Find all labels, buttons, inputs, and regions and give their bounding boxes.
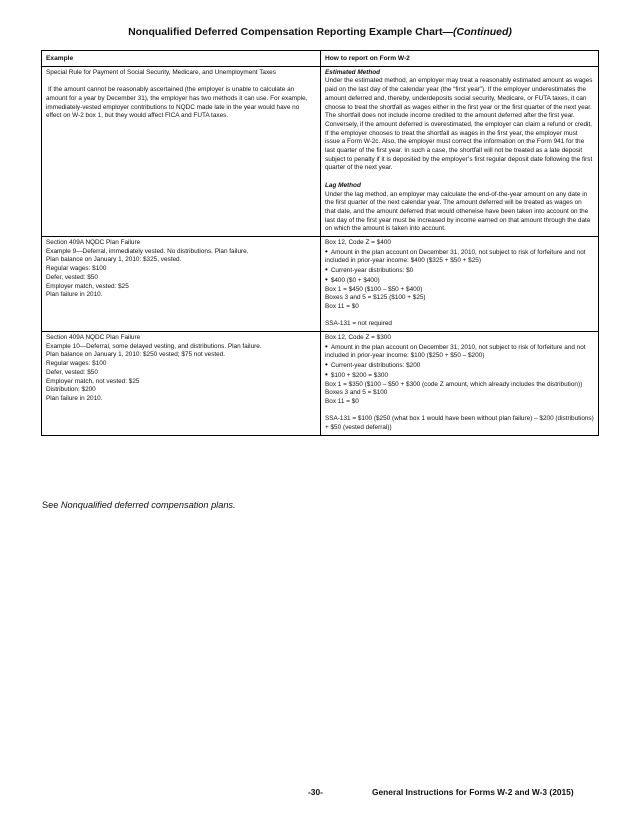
row2-left-line: Regular wages: $100 xyxy=(46,265,107,273)
row2-left-line: Section 409A NQDC Plan Failure xyxy=(46,239,141,247)
footnote-reference: Nonqualified deferred compensation plans. xyxy=(60,500,236,510)
table-header-row xyxy=(42,51,599,67)
estimated-method-title: Estimated Method xyxy=(325,68,381,76)
table-row xyxy=(42,332,599,436)
footnote-prefix: See xyxy=(42,500,61,510)
row3-left-line: Distribution: $200 xyxy=(46,386,96,394)
lag-method-body: Under the lag method, an employer may calculate the end-of-the-year amount on any date in the first quarter of the next calendar year. The amount deferred will be treated as wages on that date, and the amount deferred that would otherwise have been taken into account on the last day of the first year must be increased by income earned on that amount through the date on which the amount is taken into account. xyxy=(325,190,591,233)
row3-example-cell xyxy=(42,332,321,436)
row3-left-line: Section 409A NQDC Plan Failure xyxy=(46,334,141,342)
row2-bullet: • $400 ($0 + $400) xyxy=(325,276,594,286)
row2-report-cell xyxy=(321,237,599,332)
row2-bullet: • Current-year distributions: $0 xyxy=(325,266,594,276)
title-suffix: (Continued) xyxy=(453,26,512,38)
row2-boxes-3-5: Boxes 3 and 5 = $125 ($100 + $25) xyxy=(325,294,426,302)
row2-left-line: Plan failure in 2010. xyxy=(46,291,103,299)
table-row xyxy=(42,237,599,332)
title-text: Nonqualified Deferred Compensation Reporting Example Chart— xyxy=(128,26,454,38)
row3-ssa131: SSA-131 = $100 ($250 (what box 1 would have been without plan failure) – $200 (distributions) + $50 (vested deferral)) xyxy=(325,415,594,432)
estimated-method-body: Under the estimated method, an employer may treat a reasonably estimated amount as wages paid on the last day of the calendar year (the “first year”). If the employer underestimates the amount deferred and, thereby, underdeposits social security, Medicare, or FUTA taxes, it can choose to treat the shortfall as wages either in the first year or the first quarter of the next year. The shortfall does not include income credited to the amount deferred after the first year. Conversely, if the amount deferred is overestimated, the employer can claim a refund or credit. If the employer chooses to treat the shortfall as wages in the first year, the employer must issue a Form W-2c. Also, the employer must correct the information on the Form 941 for the last quarter of the first year. In such a case, the shortfall will not be treated as a late deposit subject to penalty if it is deposited by the employer’s first regular deposit date following the first quarter of the next year. xyxy=(325,77,593,172)
row3-box1: Box 1 = $350 ($100 – $50 + $300 (code Z amount, which already includes the distribution)) xyxy=(325,380,583,388)
row3-box11: Box 11 = $0 xyxy=(325,397,359,405)
row2-example-cell xyxy=(42,237,321,332)
row3-left-line: Defer, vested: $50 xyxy=(46,368,98,376)
row2-box11: Box 11 = $0 xyxy=(325,302,359,310)
row1-report-cell xyxy=(321,66,599,236)
row2-ssa131: SSA-131 = not required xyxy=(325,320,392,328)
table-row xyxy=(42,66,599,236)
row3-left-line: Regular wages: $100 xyxy=(46,360,107,368)
row3-box12: Box 12, Code Z = $300 xyxy=(325,334,391,342)
row1-body: If the amount cannot be reasonably ascertained (the employer is unable to calculate an amount for a year by December 31), the employer has two methods it can use. For example, immediately-vested employer contributions to NQDC made late in the year would have no effect on W-2 box 1, but they would affect FICA and FUTA taxes. xyxy=(46,86,308,120)
lag-method-title: Lag Method xyxy=(325,181,361,189)
row2-left-line: Example 9—Deferral, immediately vested. No distributions. Plan failure. xyxy=(46,247,249,255)
row2-left-line: Employer match, vested: $25 xyxy=(46,282,129,290)
row2-bullet: • Amount in the plan account on December 31, 2010, not subject to risk of forfeiture and not included in prior-year income: $400 ($325 + $50 + $25) xyxy=(325,248,594,266)
example-chart-table xyxy=(41,50,599,436)
row3-bullet: • $100 + $200 = $300 xyxy=(325,371,594,381)
footer-doc-title: General Instructions for Forms W-2 and W-3 (2015) xyxy=(372,787,574,797)
page-number: -30- xyxy=(308,787,323,797)
col-header-how-to-report: How to report on Form W-2 xyxy=(321,51,599,67)
page-title xyxy=(0,26,640,38)
row3-left-line: Employer match, not vested: $25 xyxy=(46,377,140,385)
row1-heading: Special Rule for Payment of Social Security, Medicare, and Unemployment Taxes xyxy=(46,68,276,76)
row2-left-line: Defer, vested: $50 xyxy=(46,273,98,281)
row3-bullet: • Amount in the plan account on December 31, 2010, not subject to risk of forfeiture and not included in prior-year income: $100 ($250 + $50 – $200) xyxy=(325,343,594,361)
row3-left-line: Example 10—Deferral, some delayed vesting, and distributions. Plan failure. xyxy=(46,342,262,350)
row3-left-line: Plan balance on January 1, 2010: $250 vested; $75 not vested. xyxy=(46,351,226,359)
row3-boxes-3-5: Boxes 3 and 5 = $100 xyxy=(325,389,388,397)
row2-box1: Box 1 = $450 ($100 – $50 + $400) xyxy=(325,285,423,293)
footnote xyxy=(42,500,236,510)
col-header-example: Example xyxy=(42,51,321,67)
row2-left-line: Plan balance on January 1, 2010: $325, vested. xyxy=(46,256,182,264)
row3-report-cell xyxy=(321,332,599,436)
row2-box12: Box 12, Code Z = $400 xyxy=(325,239,391,247)
row3-bullet: • Current-year distributions: $200 xyxy=(325,361,594,371)
row1-example-cell xyxy=(42,66,321,236)
row3-left-line: Plan failure in 2010. xyxy=(46,394,103,402)
